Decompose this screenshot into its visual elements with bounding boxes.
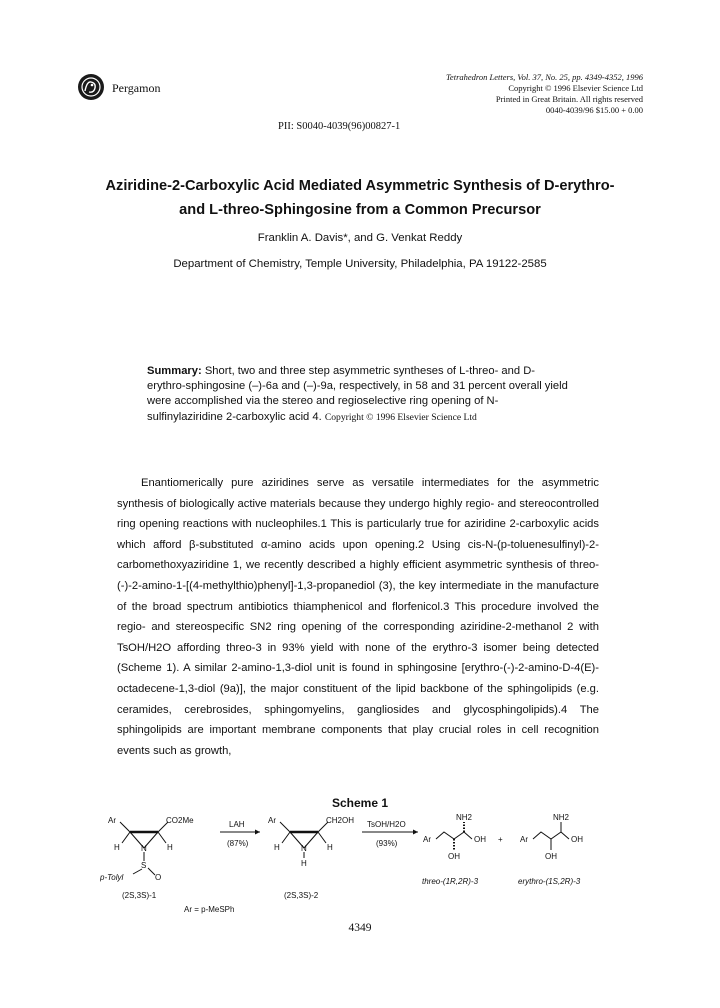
summary-copyright: Copyright © 1996 Elsevier Science Ltd xyxy=(324,411,477,423)
paper-title-line-2: and L-threo-Sphingosine from a Common Precursor xyxy=(179,202,541,218)
yield-93: (93%) xyxy=(376,839,398,848)
author-list: Franklin A. Davis*, and G. Venkat Reddy xyxy=(257,232,463,244)
author-affiliation: Department of Chemistry, Temple University, Philadelphia, PA 19122-2585 xyxy=(173,258,547,270)
paper-title-line-1: Aziridine-2-Carboxylic Acid Mediated Asymmetric Synthesis of D-erythro- xyxy=(105,178,615,194)
oh-label-3b: OH xyxy=(448,852,460,861)
body-paragraph: Enantiomerically pure aziridines serve as versatile intermediates for the asymmetric synthesis of biologically active materials because they undergo highly regio- and stereocontrolled ring opening reactions with nucleophiles.1 This is particularly true for aziridine 2-carboxylic acids which afford β-substituted α-amino acids upon opening.2 Using cis-N-(p-toluenesulfinyl)-2-carbomethoxyaziridine 1, we recently described a highly efficient asymmetric synthesis of threo-(-)-2-amino-1-[(4-methylthio)phenyl]-1,3-propanediol (3), the key intermediate in the manufacture of the broad spectrum antibiotics thiamphenicol and florfenicol.3 This procedure involved the regio- and stereospecific SN2 ring opening of the corresponding aziridine-2-methanol 2 with TsOH/H2O affording threo-3 in 93% yield with none of the erythro-3 isomer being detected (Scheme 1). A similar 2-amino-1,3-diol unit is found in sphingosine [erythro-(-)-2-amino-D-4(E)-octadecene-1,3-diol (9a)], the major constituent of the lipid backbone of the sphingolipids (e.g. ceramides, cerebrosides, sphingomyelins, gangliosides and glycosphingolipids).4 The sphingolipids are important membrane components that play crucial roles in cell recognition events such as growth, xyxy=(117,477,599,757)
s-label-1: S xyxy=(141,861,147,870)
aziridine-1-structure xyxy=(100,816,194,900)
citation-line-price: 0040-4039/96 $15.00 + 0.00 xyxy=(545,105,643,115)
scheme-title: Scheme 1 xyxy=(331,796,389,810)
compound-3-threo-label: threo-(1R,2R)-3 xyxy=(422,877,479,886)
h-label-1b: H xyxy=(167,843,173,852)
oh-label-4b: OH xyxy=(545,852,557,861)
summary-abstract xyxy=(147,364,572,425)
n-label-2: N xyxy=(301,844,307,853)
compound-1-label: (2S,3S)-1 xyxy=(122,891,157,900)
plus-sign: + xyxy=(498,835,503,844)
yield-87: (87%) xyxy=(227,839,249,848)
page-number: 4349 xyxy=(348,922,372,934)
oh-label-3a: OH xyxy=(474,835,486,844)
co2me-label: CO2Me xyxy=(166,816,194,825)
ar-label-3: Ar xyxy=(423,835,431,844)
o-label-1: O xyxy=(155,873,162,882)
reaction-arrow-1 xyxy=(220,820,260,848)
ar-label-4: Ar xyxy=(520,835,528,844)
nh2-label-4: NH2 xyxy=(553,813,570,822)
reaction-arrow-2 xyxy=(362,820,418,848)
scheme-1-diagram xyxy=(100,812,620,914)
h-label-2a: H xyxy=(274,843,280,852)
n-label-1: N xyxy=(141,844,147,853)
erythro-3-structure xyxy=(518,813,583,886)
reagent-lah: LAH xyxy=(229,820,245,829)
ar-label-2: Ar xyxy=(268,816,276,825)
body-text xyxy=(117,473,599,761)
aziridine-2-structure xyxy=(268,816,354,900)
threo-3-structure xyxy=(422,813,486,886)
publisher-logo-icon xyxy=(77,73,105,101)
pii-identifier: PII: S0040-4039(96)00827-1 xyxy=(278,121,401,132)
ptolyl-label: p-Tolyl xyxy=(100,873,124,882)
h-label-1a: H xyxy=(114,843,120,852)
journal-citation xyxy=(446,72,643,116)
citation-line-printed: Printed in Great Britain. All rights reserved xyxy=(495,94,643,104)
ar-label-1: Ar xyxy=(108,816,116,825)
nh2-label-3: NH2 xyxy=(456,813,473,822)
h-label-2b: H xyxy=(327,843,333,852)
compound-3-erythro-label: erythro-(1S,2R)-3 xyxy=(518,877,581,886)
publisher-name: Pergamon xyxy=(112,81,161,95)
summary-label: Summary: xyxy=(147,365,202,377)
citation-line-copyright: Copyright © 1996 Elsevier Science Ltd xyxy=(508,83,643,93)
ar-definition: Ar = p-MeSPh xyxy=(184,905,235,914)
ch2oh-label: CH2OH xyxy=(326,816,355,825)
reagent-tsoh: TsOH/H2O xyxy=(367,820,406,829)
compound-2-label: (2S,3S)-2 xyxy=(284,891,319,900)
citation-line-journal: Tetrahedron Letters, Vol. 37, No. 25, pp. 4349-4352, 1996 xyxy=(445,72,643,82)
oh-label-4a: OH xyxy=(571,835,583,844)
h-label-2c: H xyxy=(301,859,307,868)
summary-text: Short, two and three step asymmetric syntheses of L-threo- and D-erythro-sphingosine (–)-6a and (–)-9a, respectively, in 58 and 31 percent overall yield were accomplished via the stereo and regioselective ring opening of N-sulfinylaziridine 2-carboxylic acid 4. xyxy=(147,365,568,423)
